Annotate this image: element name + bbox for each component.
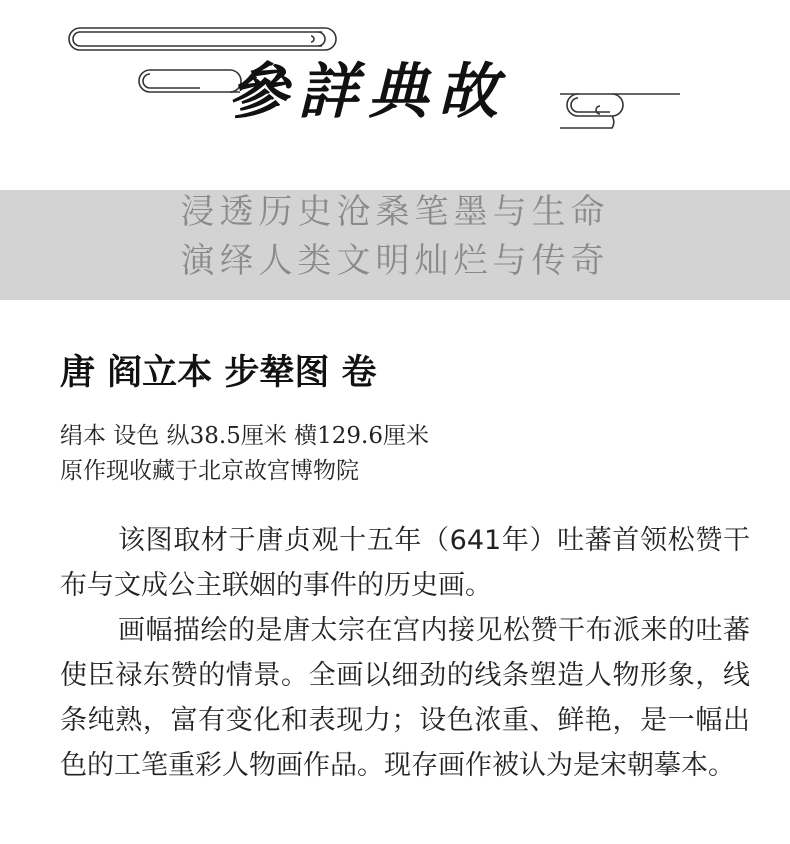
top-left-scroll-inner <box>73 32 322 46</box>
banner-line-1: 浸透历史沧桑笔墨与生命 <box>180 192 610 232</box>
right-scroll-curl-2 <box>571 98 610 112</box>
banner-line-2: 演绎人类文明灿烂与传奇 <box>180 241 610 281</box>
artwork-collection: 原作现收藏于北京故宫博物院 <box>60 458 359 484</box>
mid-left-scroll-inner <box>143 74 200 88</box>
description-paragraph-1: 该图取材于唐贞观十五年（641年）吐蕃首领松赞干布与文成公主联姻的事件的历史画。 <box>60 525 750 601</box>
artwork-description <box>60 518 750 788</box>
right-scroll-tail <box>560 116 614 128</box>
description-paragraph-2: 画幅描绘的是唐太宗在宫内接见松赞干布派来的吐蕃使臣禄东赞的情景。全画以细劲的线条塑造人物形象，线条纯熟，富有变化和表现力；设色浓重、鲜艳，是一幅出色的工笔重彩人物画作品。现存画作被认为是宋朝摹本。 <box>60 615 750 781</box>
section-title: 參詳典故 <box>228 57 508 127</box>
quote-banner <box>0 190 790 300</box>
artwork-title: 唐 阎立本 步辇图 卷 <box>60 352 377 393</box>
artwork-details: 绢本 设色 纵38.5厘米 横129.6厘米 <box>60 423 429 449</box>
